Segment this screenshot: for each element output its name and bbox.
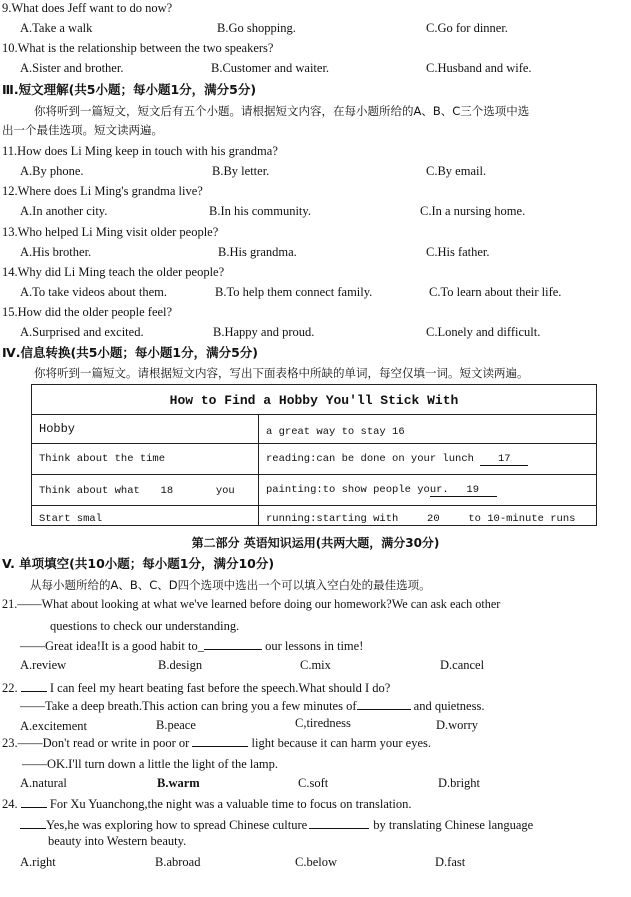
- table-row4-left: Start smal: [39, 513, 103, 525]
- q12-option-b: B.In his community.: [209, 204, 311, 218]
- q24-line2: [20, 819, 631, 832]
- q11-option-c: C.By email.: [426, 164, 487, 178]
- table-title: How to Find a Hobby You'll Stick With: [169, 393, 459, 408]
- q15-option-b: B.Happy and proud.: [213, 325, 315, 339]
- q9-option-b: B.Go shopping.: [217, 21, 296, 35]
- q13-option-a: A.His brother.: [20, 245, 92, 259]
- table-divider: [32, 443, 596, 444]
- table-row1-left: Hobby: [39, 422, 76, 436]
- q9-option-c: C.Go for dinner.: [426, 21, 508, 35]
- table-row2-right-text: reading:can be done on your lunch: [266, 453, 481, 465]
- q13-option-c: C.His father.: [426, 245, 490, 259]
- q14-option-b: B.To help them connect family.: [215, 285, 373, 299]
- q23-option-b: B.warm: [157, 776, 200, 790]
- q24-option-b: B.abroad: [155, 855, 201, 869]
- q13-option-b: B.His grandma.: [218, 245, 297, 259]
- q24-line2-body: [46, 819, 631, 832]
- q13-stem: 13.Who helped Li Ming visit older people?: [2, 225, 219, 239]
- q24-speaker-blank: [21, 807, 47, 808]
- q24-line1: [2, 798, 412, 811]
- q24-number: 24.: [2, 797, 18, 811]
- q21-option-b: B.design: [158, 658, 203, 672]
- q22-line2-end: and quietness.: [413, 699, 485, 713]
- q21-option-a: A.review: [20, 658, 67, 672]
- section-3-title: Ⅲ.短文理解(共5小题；每小题1分，满分5分): [2, 82, 257, 97]
- q24-option-a: A.right: [20, 855, 56, 869]
- section-5-title: V. 单项填空(共10小题；每小题1分，满分10分): [2, 556, 275, 571]
- q21-line3-end: our lessons in time!: [265, 639, 364, 653]
- blank-18: 18: [160, 485, 174, 497]
- q11-option-b: B.By letter.: [212, 164, 270, 178]
- blank-20: 20: [427, 513, 440, 525]
- q23-line1-text: 23.——Don't read or write in poor or: [2, 736, 190, 750]
- q10-stem: 10.What is the relationship between the two speakers?: [2, 41, 274, 55]
- q22-line2: [20, 700, 484, 713]
- q10-option-a: A.Sister and brother.: [20, 61, 124, 75]
- q22-answer-blank: [357, 709, 411, 710]
- part-2-title: 第二部分 英语知识运用(共两大题，满分30分): [191, 536, 440, 550]
- q24-line1-text: For Xu Yuanchong,the night was a valuable time to focus on translation.: [49, 797, 412, 811]
- hobby-table: [31, 384, 597, 526]
- table-divider: [32, 474, 596, 475]
- table-row3-left-text: Think about what: [39, 485, 140, 497]
- q14-option-c: C.To learn about their life.: [429, 285, 562, 299]
- blank-19: 19: [449, 485, 497, 497]
- table-row1-right: a great way to stay 16: [266, 426, 405, 438]
- q24-answer-blank: [309, 828, 369, 829]
- q9-option-a: A.Take a walk: [20, 21, 93, 35]
- q22-option-d: D.worry: [436, 718, 479, 732]
- section-3-instruction-line1: 你将听到一篇短文，短文后有五个小题。请根据短文内容，在每小题所给的A、B、C三个选项中选: [34, 104, 530, 118]
- q10-option-b: B.Customer and waiter.: [211, 61, 330, 75]
- q12-stem: 12.Where does Li Ming's grandma live?: [2, 184, 203, 198]
- table-row3-right-ur: ur.: [429, 484, 449, 496]
- q21-line1: 21.——What about looking at what we've learned before doing our homework?We can ask each other: [2, 597, 501, 611]
- table-column-divider: [258, 414, 259, 525]
- q23-option-c: C.soft: [298, 776, 329, 790]
- q23-line1-end: light because it can harm your eyes.: [251, 736, 431, 750]
- section-3-instruction-line2: 出一个最佳选项。短文读两遍。: [2, 123, 163, 137]
- table-row4-right: [266, 514, 575, 525]
- q21-answer-blank: [204, 649, 262, 650]
- q21-option-c: C.mix: [300, 658, 331, 672]
- q10-option-c: C.Husband and wife.: [426, 61, 532, 75]
- q24-line2-end: by translating Chinese language: [373, 818, 534, 832]
- q22-line2-text: ——Take a deep breath.This action can bring you a few minutes of: [20, 699, 357, 713]
- q22-speaker-blank: [21, 691, 47, 692]
- table-divider: [32, 414, 596, 415]
- q21-line3: [20, 640, 363, 653]
- table-row4-right-end: to 10-minute runs: [468, 513, 576, 525]
- q24-line2-text: Yes,he was exploring how to spread Chinese culture: [46, 818, 308, 832]
- section-4-title: Ⅳ.信息转换(共5小题；每小题1分，满分5分): [2, 345, 259, 360]
- blank-17: 17: [480, 454, 528, 466]
- section-4-instruction: 你将听到一篇短文。请根据短文内容，写出下面表格中所缺的单词，每空仅填一词。短文读两遍。: [34, 366, 529, 380]
- q14-option-a: A.To take videos about them.: [20, 285, 168, 299]
- q24-line3: beauty into Western beauty.: [48, 834, 187, 848]
- table-row3-left-end: you: [215, 485, 235, 497]
- q9-stem: 9.What does Jeff want to do now?: [2, 1, 173, 15]
- table-row3-right-text: painting:to show people yo: [266, 484, 430, 496]
- q24-reply-blank: [20, 828, 46, 829]
- q22-option-c: C,tiredness: [295, 716, 351, 730]
- q22-line1-text: I can feel my heart beating fast before the speech.What should I do?: [49, 681, 391, 695]
- q22-number: 22.: [2, 681, 18, 695]
- q22-option-a: A.excitement: [20, 719, 87, 733]
- table-row3-right: [266, 485, 497, 497]
- q21-line3-text: ——Great idea!It is a good habit to_: [20, 639, 204, 653]
- q21-option-d: D.cancel: [440, 658, 485, 672]
- q15-option-a: A.Surprised and excited.: [20, 325, 144, 339]
- q23-option-a: A.natural: [20, 776, 67, 790]
- table-divider: [32, 505, 596, 506]
- table-row2-right: [266, 454, 528, 466]
- q21-line2: questions to check our understanding.: [50, 619, 240, 633]
- q24-option-d: D.fast: [435, 855, 466, 869]
- q23-answer-blank: [192, 746, 248, 747]
- q12-option-a: A.In another city.: [20, 204, 108, 218]
- q23-line1: [2, 737, 431, 750]
- q12-option-c: C.In a nursing home.: [420, 204, 526, 218]
- table-row3-left: [39, 486, 235, 497]
- table-row2-left: Think about the time: [39, 453, 166, 465]
- q11-stem: 11.How does Li Ming keep in touch with his grandma?: [2, 144, 278, 158]
- q15-stem: 15.How did the older people feel?: [2, 305, 173, 319]
- section-5-instruction: 从每小题所给的A、B、C、D四个选项中选出一个可以填入空白处的最佳选项。: [30, 578, 431, 592]
- q22-line1: [2, 682, 390, 695]
- q14-stem: 14.Why did Li Ming teach the older people?: [2, 265, 225, 279]
- q15-option-c: C.Lonely and difficult.: [426, 325, 541, 339]
- table-row4-right-text: running:starting with: [266, 513, 399, 525]
- q24-option-c: C.below: [295, 855, 338, 869]
- q22-option-b: B.peace: [156, 718, 196, 732]
- q23-option-d: D.bright: [438, 776, 481, 790]
- q11-option-a: A.By phone.: [20, 164, 84, 178]
- q23-line2: ——OK.I'll turn down a little the light of the lamp.: [22, 757, 279, 771]
